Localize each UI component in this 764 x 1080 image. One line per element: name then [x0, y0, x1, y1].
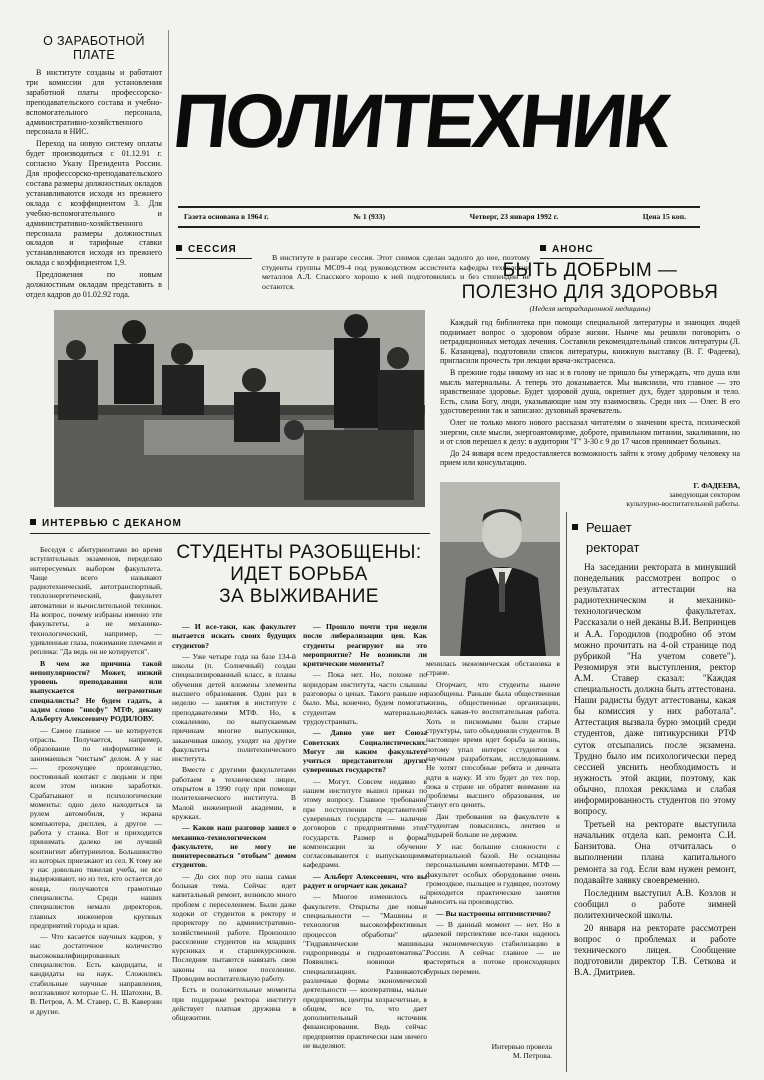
paragraph: Дан требования на факультете к студентам повысились, лентяев и лодырей больше не держим. [426, 811, 560, 840]
paragraph: — Могут. Совсем недавно в нашем институте вышел приказ по этому вопросу. Главное требование при поступлении представителей суверенных государств — наличие договоров с предприятиями этих государств. Размер и форма компенсации за обучение согласовываются с выпускающими кафедрами. [303, 776, 427, 870]
divider [176, 258, 252, 259]
section-label-anons [540, 244, 594, 255]
anons-headline [440, 260, 740, 304]
dean-portrait-image [440, 482, 560, 656]
byline-line: Интервью провела [491, 1042, 552, 1051]
heading-line: ПЛАТЕ [72, 48, 116, 62]
headline-line: ЗА ВЫЖИВАНИЕ [219, 586, 379, 607]
paragraph: У нас большие сложности с материальной базой. Не оснащены персональными компьютерами. МТФ — факультет особых оборудование очень громоздкое, пыльщее и гудящее, поэтому приходится практические занятия выносить на производство. [426, 841, 560, 907]
paragraph: 20 января на ректорате рассмотрен вопрос о проблемах и работе технического лицея. Сообщение подготовили директор Т.В. Сеткова и В.А. Дмитриев. [574, 923, 736, 978]
session-photo [54, 310, 425, 507]
paragraph: Вместе с другими факультетами работаем в техническом лицее, открытом в 1990 году при помощи политехнического института. В Малой инженерной академии, в кружках. [172, 765, 296, 821]
paragraph: — Самое главное — не котируется отрасль. Получается, например, образование по информатике и занимаешься "чистым" делом. А у нас — грохочущее производство, постоянный контакт с людьми и при всем этом низкие заработки. Срабатывают и психологические моменты: одно дело находиться за рулем автомобиля, у экрана компьютера, дисплея, а другое — работа у станка. Вот и приходится принимать далеко не лучший контингент абитуриентов. Большинство из которых приезжают из сел. К тому же у нас довольно тяжелая учеба, не все выдерживают, но из тех, кто остается до конца, получаются грамотные специалисты. Среди наших специалистов немало директоров, главных инженеров крупных предприятий города и края. [30, 725, 162, 930]
bullet-square-icon [540, 245, 546, 251]
founded-text: Газета основана в 1964 г. [184, 212, 269, 221]
signature-role: культурно-воспитательной работы. [626, 499, 740, 508]
section-label-interview [30, 518, 182, 529]
masthead-rule-top [178, 206, 700, 208]
bullet-square-icon [572, 524, 578, 530]
section-label-text: ИНТЕРВЬЮ С ДЕКАНОМ [42, 518, 182, 529]
rektorat-label-line [572, 520, 639, 536]
paragraph: В чем же причина такой непопулярности? Может, низкий уровень преподавания или выпускается неграмотные специалисты? Не будем гадать, а задим слово "нисфу" МТФ, декану Альберту Алексеевичу РОДИЛОВУ. [30, 658, 162, 724]
anons-subhead: (Неделя нетрадиционной медицины) [529, 304, 651, 313]
headline-line: ПОЛЕЗНО ДЛЯ ЗДОРОВЬЯ [461, 282, 719, 303]
paragraph: На заседании ректората в минувший понедельник рассмотрен вопрос о результатах аттестации на радиотехническом и механико-технологическом факультетах. Рассказали о ней деканы В.И. Вепринцев и А.А. Городилов (подробно об этом можно прочитать на 4-ой странице под рубрикой "На учетом совете"). Резюмируя эти выступления, ректор А.М. Ставер сказал: "Каждая специальность должна быть аттестована. Наши радисты будут аттестованы, какая бы комиссия у них работала". Аттестация вызвала бурю эмоций среди студентов, даже пятикурсники РТФ суток отсыпались после экзамена. Трудно было им психологически перед сессией уяснить необходимость и нужность этой акции, поэтому, как обычно, плохая рекклама и слабая информированность студентов по этому вопросу. [574, 562, 736, 817]
paragraph: — Каков наш разговор зашел о механико-технологическом факультете, не могу не поинтересоваться "отобым" домом студентов. [172, 823, 296, 870]
heading-line: О ЗАРАБОТНОЙ [43, 34, 145, 48]
paragraph: — Альберт Алексеевич, что вы радует и огорчает как декана? [303, 871, 427, 891]
bullet-square-icon [30, 519, 36, 525]
price-text: Цена 15 коп. [642, 212, 686, 221]
divider [30, 533, 430, 534]
headline-line: БЫТЬ ДОБРЫМ — [502, 260, 678, 281]
paragraph: менилась экономическая обстановка в стране. [426, 659, 560, 678]
dean-photo [440, 482, 560, 656]
masthead-title: ПОЛИТЕХНИК [169, 79, 672, 164]
article-heading [26, 34, 162, 62]
rektorat-label-line: ректорат [586, 540, 640, 555]
interview-col-1 [30, 545, 162, 1018]
signature-name: Г. ФАДЕЕВА, [693, 481, 740, 490]
paragraph: Третьей на ректорате выступила начальник отдела кап. ремонта С.И. Банзитова. Она отчиталась о выполнении плана капитального ремонта за год. Если вам нужен ремонт, подавайте заявку своевременно. [574, 819, 736, 885]
paragraph: Последним выступил А.В. Козлов и сообщил о работе зимней политехнической школы. [574, 887, 736, 920]
interview-headline [170, 542, 428, 608]
paragraph: — До сих пор это наша самая больная тема. Сейчас идет капитальный ремонт, возникло много проблем с переселением. Были даже ходоки от студентов к ректору и проректору по административно-хозяйственной работе. Произошло расселение студентов на младших курсниках и старшекурсников. Последние пытаются навязать свои законы на новое поселение. Проводим воспитательную работу. [172, 871, 296, 983]
paragraph: В институте созданы и работают три комиссии для установления заработной платы профессорско-преподавательского состава и учебно-вспомогательного персонала, административно-хозяйственного персонала и НИС. [26, 68, 162, 137]
issue-date: Четверг, 23 января 1992 г. [469, 212, 559, 221]
paragraph: Переход на новую систему оплаты будет производиться с 01.12.91 г. согласно Указу Президента России. Для профессорско-преподавательского состава размеры должностных окладов устанавливаются исходя из прежнего оклада с коэффициентом 3. Для учебно-вспомогательного и административно-хозяйственного персонала размеры должностных окладов и тарифные ставки устанавливаются исходя из прежнего оклада с коэффициентом 1,9. [26, 139, 162, 268]
paragraph: Олег не только много нового рассказал читателям о значении креста, психической энергии, силе мысли, энергоавтомирзме, доброте, правильном питании, закаливании, но и от слов перешел к делу: в аудитории "Г" 3-30 с 9 до 17 часов принимает больных. [440, 417, 740, 447]
headline-line: СТУДЕНТЫ РАЗОБЩЕНЫ: [176, 542, 422, 563]
masthead-info-bar [178, 210, 700, 224]
paragraph: — Давно уже нет Союза Советских Социалистических. Могут ли каким факультете учиться представители других суверенных государств? [303, 728, 427, 775]
bullet-square-icon [176, 245, 182, 251]
paragraph: — Многое изменилось на факультете. Открыты две новые специальности — "Машины и технология высокоэффективных процессов обработки" и "Гидравлические машины, гидроприводы и гидроавтоматика". Появились новинки в специализациях. Развиваются различные формы экономической деятельности — кооперативы, малые предприятия, центры хозрасчетные, в общем, все то, что дает дополнительный источник финансирования. Ведь сейчас предприятия практически нам ничего не выделяют. [303, 892, 427, 1051]
interview-col-3 [303, 622, 427, 1052]
interview-col-2 [172, 622, 296, 1024]
headline-line: ИДЕТ БОРЬБА [230, 564, 368, 585]
anons-signature [560, 481, 740, 508]
paragraph: Огорчает, что студенты нынче разобщены. Раньше была общественная жизнь, общественные организации, велась какая-то воспитательная работа. Хоть и пискомыми были старые структуры, зато объединяли студентов. В настоящее время идет борьба за жизнь, потому упал интерес студентов к научным разработкам, исследованиям. Не хотят способные ребята и девчата идти в науку. И это будет до тех пор, пока в стране не обратят внимание на проблемы высшего образования, не станут его ценить. [426, 679, 560, 810]
section-label-text: АНОНС [552, 244, 594, 255]
signature-role: заведующая сектором [669, 490, 740, 499]
paragraph: Есть и положительные моменты при поддержке ректора институт действует платная дружина в общежитии. [172, 985, 296, 1023]
section-label-text: СЕССИЯ [188, 244, 237, 255]
interview-col-4 [426, 659, 560, 978]
paragraph: — Прошло почти три недели после либерализации цен. Как студенты реагируют на это мероприятие? Не возникли ли критические моменты? [303, 622, 427, 669]
rektorat-body [574, 562, 736, 980]
paragraph: Предложения по новым должностным окладам представить в отдел кадров до 01.02.92 года. [26, 270, 162, 299]
paragraph: — Пока нет. Но, похоже по коридорам института, часто слышны разговоры о ценах. Такого раньше не было. Мы, конечно, будем помогать студентам материально, трудоустраивать. [303, 670, 427, 726]
paragraph: Беседуя с абитуриентами во время вступительных экзаменов, переделаю интересуемых выбором факультета. Чаще всего называют радиотехнический, автотранспортный, теплоэнергетический, факультет автоматики и вычислительной техники. На вопрос, почему избраны именно эти факультеты, а не механико-технологический, например, — удивленные глаза, пожимание плечами и реплика: "Да ведь он не котируется". [30, 545, 163, 657]
section-label-text: Решает [586, 520, 632, 535]
masthead-rule-bottom [178, 226, 700, 228]
section-label-session [176, 244, 237, 255]
classroom-photo-image [54, 310, 425, 507]
paragraph: В прежние годы никому из нас и в голову не пришло бы утверждать, что душа или мысль материальны. А теперь это доказывается. Мы выяснили, что главное — это нравственное здоровье. Будет здоровой душа, окрепнет дух, будет здоровым и тело. Есть, слава Богу, люди, указывающие нам эту взаимосвязь. Среди них — Олег. В его удостоверении так и записано: духовный врачеватель. [440, 367, 740, 416]
paragraph: Каждый год библиотека при помощи специальной литературы и знающих людей поднимает вопрос о здоровом образе жизни. Нынче мы решили поговорить о нетрадиционных методах лечения. Составили рекомендательный список литературы (Л. Б. Казанцева), подготовили список литературы, книжную выставку (В. Г. Фадеева), пригласили прочесть три лекции врача-экстрасенса. [440, 318, 740, 366]
paragraph: — Уже четыре года на базе 134-й школы (п. Солнечный) создан специализированный класс, в планы обучения детей вложены элементы высшего образования. Один раз в неделю — занятия в институте с преподавателями МТФ. Но, к сожалению, по выпускаемым причинам многие выпускники, заканчивая школу, уходят на другие факультеты политехнического института. [172, 651, 296, 764]
divider [540, 258, 604, 259]
paragraph: До 24 января всем предоставляется возможность зайти к этому доброму человеку на прием или консультацию. [440, 448, 740, 468]
byline-line: М. Петрова. [512, 1051, 552, 1060]
anons-body [440, 318, 740, 470]
paragraph: — Что касается научных кадров, у нас достаточное количество высококвалифицированных специалистов. Есть кандидаты, и кандидаты на наук. Сложились стабильные научные направления, возглавляют которые С. Н. Шатохин, В. В. Петров, А. М. Ставер, С. В. Каверзин и другие. [30, 932, 162, 1016]
section-label-rektorat [572, 520, 639, 556]
issue-number: № 1 (933) [353, 212, 385, 221]
left-top-article [26, 34, 162, 302]
paragraph: — Вы настроены оптимистично? [436, 908, 551, 918]
session-caption: В институте в разгаре сессия. Этот снимок сделан задолго до нее, поэтому студенты группы МС09-4 под руководством ассистента кафедры технологии металлов А.Л. Спасского хорошо к ней подготовились и без стипендии не остаются. [262, 253, 530, 291]
paragraph: — И все-таки, как факультет пытается искать своих будущих студентов? [172, 622, 296, 650]
divider [566, 512, 567, 1072]
paragraph: — В данный момент — нет. Но в далекой перспективе все-таки надеюсь на экономическую стабилизацию в России. А сейчас главное — не растеряться в потоке происходящих бурных перемен. [426, 920, 560, 976]
interview-byline [440, 1042, 552, 1060]
